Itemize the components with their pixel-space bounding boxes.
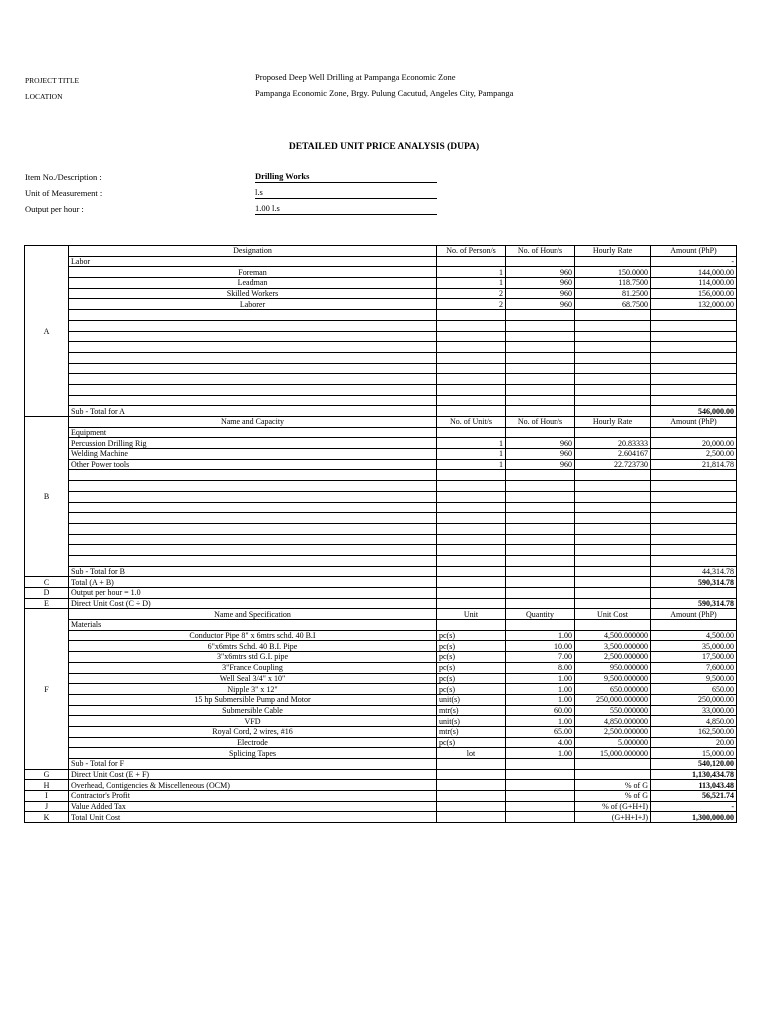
empty-row — [25, 331, 737, 342]
table-row — [25, 427, 737, 438]
cell: pc(s) — [437, 652, 506, 663]
cell: 2,500.000000 — [575, 726, 651, 737]
empty-row — [25, 545, 737, 556]
cell: 6"x6mtrs Schd. 40 B.I. Pipe — [69, 641, 437, 652]
col-header: Name and Capacity — [69, 417, 437, 428]
col-header: No. of Unit/s — [437, 417, 506, 428]
cell: 150.0000 — [575, 267, 651, 278]
cell: pc(s) — [437, 737, 506, 748]
empty-row — [25, 491, 737, 502]
row-amount: 1,130,434.78 — [651, 769, 737, 780]
cell: 1.00 — [506, 694, 575, 705]
cell: pc(s) — [437, 673, 506, 684]
cell: Nipple 3" x 12" — [69, 684, 437, 695]
empty-row — [25, 555, 737, 566]
empty-row — [25, 374, 737, 385]
col-header: Amount (PhP) — [651, 609, 737, 620]
cell: 250,000.000000 — [575, 694, 651, 705]
output-row-d — [25, 588, 737, 599]
cell: 960 — [506, 288, 575, 299]
row-label: Total Unit Cost — [69, 812, 437, 823]
row-pct: % of (G+H+I) — [575, 801, 651, 812]
table-row — [25, 620, 737, 631]
category-label: Equipment — [69, 427, 437, 438]
empty-row — [25, 384, 737, 395]
section-letter-b: B — [25, 417, 69, 577]
table-row — [25, 662, 737, 673]
row-amount: 1,300,000.00 — [651, 812, 737, 823]
subtotal-label: Sub - Total for B — [69, 566, 437, 577]
category-amount: - — [651, 256, 737, 267]
cell: 10.00 — [506, 641, 575, 652]
item-desc-value: Drilling Works — [255, 170, 437, 183]
unit-label: Unit of Measurement : — [25, 188, 103, 198]
section-f-header — [25, 609, 737, 620]
empty-row — [25, 502, 737, 513]
col-header: Hourly Rate — [575, 246, 651, 257]
row-amount: 590,314.78 — [651, 577, 737, 588]
cell: 4,850.000000 — [575, 716, 651, 727]
row-label: Direct Unit Cost (C ÷ D) — [69, 598, 437, 609]
cell: 2 — [437, 288, 506, 299]
direct-cost-row-e — [25, 598, 737, 609]
row-amount: - — [651, 801, 737, 812]
cell: Foreman — [69, 267, 437, 278]
cell: Electrode — [69, 737, 437, 748]
row-label: Total (A + B) — [69, 577, 437, 588]
document-title: DETAILED UNIT PRICE ANALYSIS (DUPA) — [288, 142, 480, 152]
cell: 60.00 — [506, 705, 575, 716]
unit-value: l.s — [255, 186, 437, 199]
cell: 1 — [437, 267, 506, 278]
cell: 68.7500 — [575, 299, 651, 310]
cell: pc(s) — [437, 684, 506, 695]
cell: Welding Machine — [69, 449, 437, 460]
cell: 9,500.000000 — [575, 673, 651, 684]
row-label: Value Added Tax — [69, 801, 437, 812]
row-pct: (G+H+I+J) — [575, 812, 651, 823]
subtotal-amount: 546,000.00 — [651, 406, 737, 417]
table-row — [25, 299, 737, 310]
cell: 960 — [506, 459, 575, 470]
empty-row — [25, 352, 737, 363]
cell: 1 — [437, 278, 506, 289]
cell: pc(s) — [437, 630, 506, 641]
row-label: Output per hour = 1.0 — [69, 588, 437, 599]
cell: 960 — [506, 267, 575, 278]
empty-row — [25, 513, 737, 524]
dupa-table — [24, 245, 737, 823]
cell: 2,500.00 — [651, 449, 737, 460]
cell: 1.00 — [506, 716, 575, 727]
cell: pc(s) — [437, 641, 506, 652]
cell: 650.00 — [651, 684, 737, 695]
empty-row — [25, 363, 737, 374]
cell: 20,000.00 — [651, 438, 737, 449]
table-row — [25, 716, 737, 727]
cell: unit(s) — [437, 716, 506, 727]
cell: 65.00 — [506, 726, 575, 737]
cell: 950.000000 — [575, 662, 651, 673]
table-row — [25, 737, 737, 748]
profit-row-i — [25, 791, 737, 802]
row-label: Direct Unit Cost (E + F) — [69, 769, 437, 780]
cell: 250,000.00 — [651, 694, 737, 705]
row-letter: I — [25, 791, 69, 802]
cell: Submersible Cable — [69, 705, 437, 716]
row-letter: J — [25, 801, 69, 812]
table-row — [25, 630, 737, 641]
cell: Percussion Drilling Rig — [69, 438, 437, 449]
row-letter: E — [25, 598, 69, 609]
empty-row — [25, 310, 737, 321]
total-row-c — [25, 577, 737, 588]
cell: 550.000000 — [575, 705, 651, 716]
col-header: No. of Person/s — [437, 246, 506, 257]
ocm-row-h — [25, 780, 737, 791]
cell: 162,500.00 — [651, 726, 737, 737]
cell: 960 — [506, 438, 575, 449]
table-row — [25, 278, 737, 289]
empty-row — [25, 523, 737, 534]
row-amount: 56,521.74 — [651, 791, 737, 802]
table-row — [25, 438, 737, 449]
total-row-k — [25, 812, 737, 823]
cell: 81.2500 — [575, 288, 651, 299]
cell: 960 — [506, 449, 575, 460]
row-amount: 113,043.48 — [651, 780, 737, 791]
col-header: Quantity — [506, 609, 575, 620]
cell: 21,814.78 — [651, 459, 737, 470]
col-header: Amount (PhP) — [651, 246, 737, 257]
table-row — [25, 288, 737, 299]
col-header: Unit — [437, 609, 506, 620]
row-letter: K — [25, 812, 69, 823]
cell: 4.00 — [506, 737, 575, 748]
cell: 2 — [437, 299, 506, 310]
table-row — [25, 641, 737, 652]
cell: 17,500.00 — [651, 652, 737, 663]
table-row — [25, 459, 737, 470]
row-letter: C — [25, 577, 69, 588]
cell: 156,000.00 — [651, 288, 737, 299]
cell: Skilled Workers — [69, 288, 437, 299]
empty-row — [25, 320, 737, 331]
subtotal-amount: 540,120.00 — [651, 759, 737, 770]
table-row — [25, 256, 737, 267]
project-title: Proposed Deep Well Drilling at Pampanga Economic Zone — [255, 72, 456, 82]
cell: Splicing Tapes — [69, 748, 437, 759]
cell: pc(s) — [437, 662, 506, 673]
row-amount: 590,314.78 — [651, 598, 737, 609]
cell: 7,600.00 — [651, 662, 737, 673]
cell: 7.00 — [506, 652, 575, 663]
table-row — [25, 673, 737, 684]
category-label: Labor — [69, 256, 437, 267]
row-label: Contractor's Profit — [69, 791, 437, 802]
cell: 960 — [506, 299, 575, 310]
subtotal-row — [25, 566, 737, 577]
cell: 35,000.00 — [651, 641, 737, 652]
location: Pampanga Economic Zone, Brgy. Pulung Cacutud, Angeles City, Pampanga — [255, 88, 514, 98]
col-header: Designation — [69, 246, 437, 257]
output-label: Output per hour : — [25, 204, 84, 214]
empty-row — [25, 395, 737, 406]
col-header: Hourly Rate — [575, 417, 651, 428]
cell: 20.83333 — [575, 438, 651, 449]
subtotal-row — [25, 406, 737, 417]
cell: 22.723730 — [575, 459, 651, 470]
cell: lot — [437, 748, 506, 759]
empty-row — [25, 481, 737, 492]
col-header: Name and Specification — [69, 609, 437, 620]
section-letter-a: A — [25, 246, 69, 417]
cell: 3"France Coupling — [69, 662, 437, 673]
cell: 144,000.00 — [651, 267, 737, 278]
cell: 114,000.00 — [651, 278, 737, 289]
row-pct: % of G — [575, 780, 651, 791]
table-row — [25, 684, 737, 695]
row-pct: % of G — [575, 791, 651, 802]
cell: mtr(s) — [437, 726, 506, 737]
item-desc-label: Item No./Description : — [25, 172, 102, 182]
cell: Conductor Pipe 8" x 6mtrs schd. 40 B.I — [69, 630, 437, 641]
table-row — [25, 705, 737, 716]
section-letter-f: F — [25, 609, 69, 769]
section-b-header — [25, 417, 737, 428]
direct-cost-row-g — [25, 769, 737, 780]
cell: 1 — [437, 438, 506, 449]
empty-row — [25, 470, 737, 481]
subtotal-label: Sub - Total for F — [69, 759, 437, 770]
col-header: Amount (PhP) — [651, 417, 737, 428]
cell: 1 — [437, 449, 506, 460]
cell: 1.00 — [506, 630, 575, 641]
cell: Royal Cord, 2 wires, #16 — [69, 726, 437, 737]
cell: 2,500.000000 — [575, 652, 651, 663]
project-title-label: PROJECT TITLE — [25, 76, 80, 85]
col-header: No. of Hour/s — [506, 246, 575, 257]
cell: 4,500.00 — [651, 630, 737, 641]
output-value: 1.00 l.s — [255, 202, 437, 215]
cell: 1.00 — [506, 684, 575, 695]
empty-row — [25, 534, 737, 545]
subtotal-row — [25, 759, 737, 770]
table-row — [25, 652, 737, 663]
row-letter: G — [25, 769, 69, 780]
cell: Laborer — [69, 299, 437, 310]
col-header: Unit Cost — [575, 609, 651, 620]
cell: 15,000.000000 — [575, 748, 651, 759]
row-label: Overhead, Contigencies & Miscelleneous (OCM) — [69, 780, 437, 791]
category-label: Materials — [69, 620, 437, 631]
cell: 118.7500 — [575, 278, 651, 289]
cell: 33,000.00 — [651, 705, 737, 716]
cell: 3,500.000000 — [575, 641, 651, 652]
cell: Leadman — [69, 278, 437, 289]
subtotal-label: Sub - Total for A — [69, 406, 437, 417]
cell: 5.000000 — [575, 737, 651, 748]
cell: VFD — [69, 716, 437, 727]
table-row — [25, 694, 737, 705]
cell: 1.00 — [506, 673, 575, 684]
location-label: LOCATION — [25, 92, 63, 101]
cell: Well Seal 3/4" x 10" — [69, 673, 437, 684]
section-a-header — [25, 246, 737, 257]
cell: 1.00 — [506, 748, 575, 759]
row-letter: D — [25, 588, 69, 599]
cell: 3"x6mtrs std G.I. pipe — [69, 652, 437, 663]
cell: 1 — [437, 459, 506, 470]
subtotal-amount: 44,314.78 — [651, 566, 737, 577]
empty-row — [25, 342, 737, 353]
cell: 20.00 — [651, 737, 737, 748]
col-header: No. of Hour/s — [506, 417, 575, 428]
table-row — [25, 748, 737, 759]
cell: Other Power tools — [69, 459, 437, 470]
cell: 4,850.00 — [651, 716, 737, 727]
cell: 15,000.00 — [651, 748, 737, 759]
row-letter: H — [25, 780, 69, 791]
cell: 960 — [506, 278, 575, 289]
cell: 2.604167 — [575, 449, 651, 460]
cell: 8.00 — [506, 662, 575, 673]
cell: 132,000.00 — [651, 299, 737, 310]
cell: unit(s) — [437, 694, 506, 705]
table-row — [25, 267, 737, 278]
cell: 9,500.00 — [651, 673, 737, 684]
cell: 4,500.000000 — [575, 630, 651, 641]
table-row — [25, 449, 737, 460]
vat-row-j — [25, 801, 737, 812]
cell: 650.000000 — [575, 684, 651, 695]
cell: 15 hp Submersible Pump and Motor — [69, 694, 437, 705]
table-row — [25, 726, 737, 737]
cell: mtr(s) — [437, 705, 506, 716]
